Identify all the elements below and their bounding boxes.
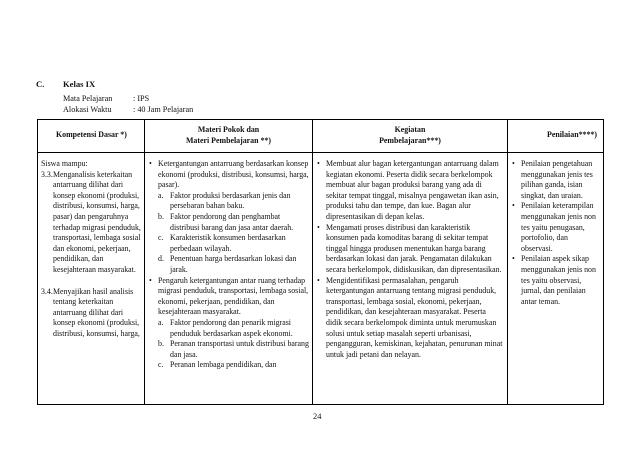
sub-marker: b. xyxy=(158,211,164,221)
list-item xyxy=(158,254,309,275)
kompetensi-number: 3.4. xyxy=(41,286,53,296)
list-item xyxy=(148,159,309,276)
list-item xyxy=(148,276,309,371)
sub-marker: b. xyxy=(158,339,164,349)
sub-marker: a. xyxy=(158,190,164,200)
table-row xyxy=(38,157,604,405)
section-heading xyxy=(36,79,95,89)
list-item: • Penilaian keterampilan menggunakan jenis non tes yaitu penugasan, portofolio, dan observasi. xyxy=(511,201,600,254)
header-materi-line2: Materi Pembelajaran **) xyxy=(185,135,271,145)
meta-row-time xyxy=(63,104,193,115)
list-item: • Penilaian aspek sikap menggunakan jenis non tes yaitu observasi, jurnal, dan penilaian antar teman. xyxy=(511,254,600,307)
table-header-row xyxy=(38,120,604,153)
sub-text: Peranan transportasi untuk distribusi barang dan jasa. xyxy=(170,339,309,359)
list-item: • Membuat alur bagan ketergantungan antarruang dalam kegiatan ekonomi. Peserta didik secara berkelompok membuat alur bagan produksi barang yang ada di sekitar tempat tinggal, misalnya pengawetan ikan asin, produksi tahu dan tempe, dan kue. Bagan alur dipresentasikan di depan kelas. xyxy=(316,159,504,223)
meta-row-subject xyxy=(63,93,149,104)
kompetensi-number: 3.3. xyxy=(41,169,53,179)
section-title: Kelas IX xyxy=(63,79,96,89)
sub-text: Peranan lembaga pendidikan, dan xyxy=(170,360,277,370)
kompetensi-cell xyxy=(38,157,145,405)
header-kegiatan xyxy=(313,120,508,153)
list-item xyxy=(158,212,309,233)
list-item xyxy=(158,360,309,371)
kompetensi-item xyxy=(41,170,141,276)
materi-bullet-text: Ketergantungan antarruang berdasarkan konsep ekonomi (produksi, distribusi, konsumsi, harga, pasar). xyxy=(158,159,309,190)
kompetensi-text: Menganalisis keterkaitan antarruang dilihat dari konsep ekonomi (produksi, distribusi, konsumsi, harga, pasar) dan pengaruhnya terhadap migrasi penduduk, transportasi, lembaga sosial dan ekonomi, pekerjaan, pendidikan, dan kesejahteraan masyarakat. xyxy=(53,169,141,274)
header-kompetensi: Kompetensi Dasar *) xyxy=(38,120,145,153)
materi-sublist xyxy=(158,191,309,276)
sub-marker: c. xyxy=(158,360,164,370)
meta-value: : 40 Jam Pelajaran xyxy=(133,105,194,114)
list-item: • Mengamati proses distribusi dan karakteristik konsumen pada komoditas barang di sekitar tempat tinggal hingga produsen menentukan harga barang berdasarkan lokasi dan jarak. Pengamatan dilakukan secara berkelompok, didiskusikan, dan dipresentasikan. xyxy=(316,223,504,276)
header-kegiatan-line2: Pembelajaran***) xyxy=(379,135,441,145)
sub-text: Faktor produksi berdasarkan jenis dan persebaran bahan baku. xyxy=(170,190,291,211)
kompetensi-intro: Siswa mampu: xyxy=(41,159,88,168)
materi-list xyxy=(148,159,309,371)
section-letter: C. xyxy=(36,79,45,89)
materi-bullet-text: Pengaruh ketergantungan antar ruang terhadap migrasi penduduk, transportasi, lembaga sosial, ekonomi, pekerjaan, pendidikan, dan kesejahteraan masyarakat. xyxy=(158,275,309,317)
page-number: 24 xyxy=(313,412,322,421)
meta-label: Alokasi Waktu xyxy=(63,105,112,114)
sub-marker: d. xyxy=(158,254,164,264)
list-item: • Penilaian pengetahuan menggunakan jenis tes pilihan ganda, isian singkat, dan uraian. xyxy=(511,159,600,201)
kegiatan-cell xyxy=(313,157,508,405)
sub-text: Faktor pendorong dan penarik migrasi penduduk berdasarkan aspek ekonomi. xyxy=(170,317,293,338)
header-kegiatan-line1: Kegiatan xyxy=(394,124,426,134)
list-item xyxy=(158,339,309,360)
curriculum-table xyxy=(37,119,604,405)
penilaian-cell xyxy=(508,157,604,405)
penilaian-list xyxy=(511,159,600,307)
list-item: • Mengidentifikasi permasalahan, pengaruh ketergantungan antarruang tentang migrasi penduduk, transportasi, lembaga sosial, ekonomi, pekerjaan, pendidikan, dan kesejahteraan masyarakat. Peserta didik secara berkelompok diminta untuk merumuskan solusi untuk setiap masalah seperti urbanisasi, pengangguran, kemiskinan, kejahatan, penurunan minat untuk jadi petani dan nelayan. xyxy=(316,276,504,361)
header-materi-line1: Materi Pokok dan xyxy=(197,124,260,134)
sub-marker: c. xyxy=(158,233,164,243)
header-penilaian: Penilaian****) xyxy=(508,120,604,153)
kompetensi-text: Menyajikan hasil analisis tentang keterkaitan antarruang dilihat dari konsep ekonomi (produksi, distribusi, konsumsi, harga, xyxy=(53,286,140,338)
sub-text: Karakteristik konsumen berdasarkan perbedaan wilayah. xyxy=(170,233,286,253)
sub-text: Penentuan harga berdasarkan lokasi dan jarak. xyxy=(170,254,297,274)
meta-value: : IPS xyxy=(133,94,150,103)
meta-label: Mata Pelajaran xyxy=(63,94,113,103)
sub-marker: a. xyxy=(158,317,164,327)
list-item xyxy=(158,233,309,254)
kompetensi-item xyxy=(41,287,141,340)
header-materi xyxy=(145,120,313,153)
kegiatan-list xyxy=(316,159,504,360)
materi-sublist xyxy=(158,318,309,371)
sub-text: Faktor pendorong dan penghambat distribusi barang dan jasa antar daerah. xyxy=(170,211,294,232)
materi-cell xyxy=(145,157,313,405)
list-item xyxy=(158,191,309,212)
list-item xyxy=(158,318,309,339)
